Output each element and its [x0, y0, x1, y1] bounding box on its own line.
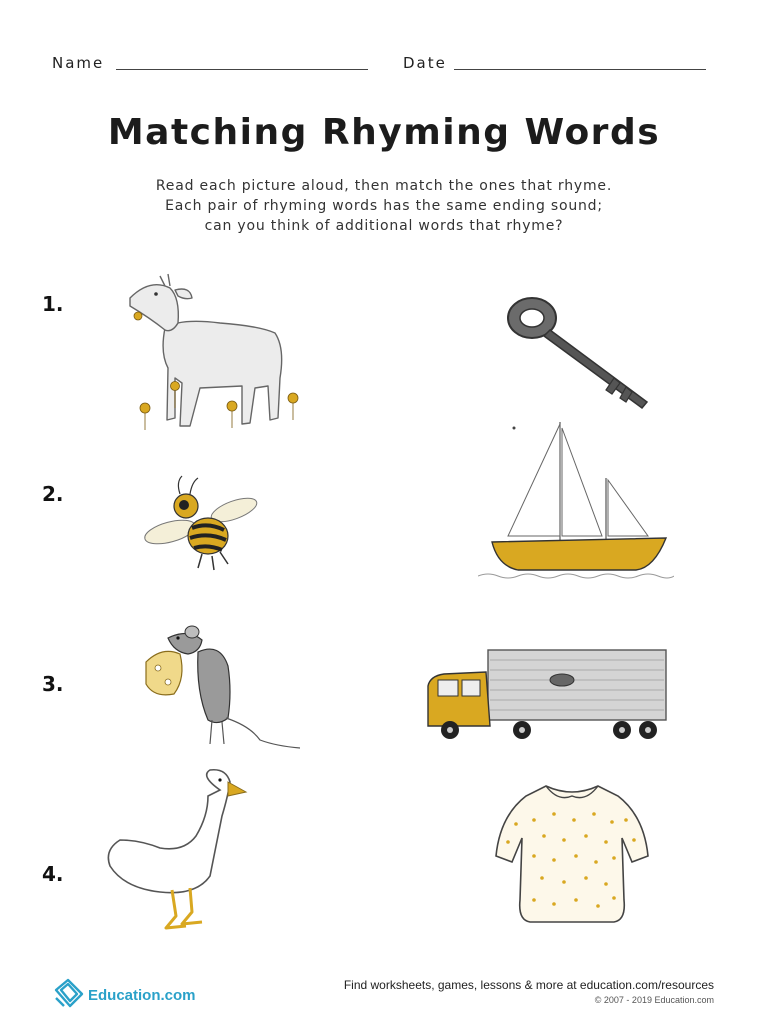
- instruction-line: can you think of additional words that rhyme?: [204, 218, 564, 234]
- goose-picture[interactable]: [100, 766, 250, 940]
- date-line[interactable]: [454, 69, 706, 70]
- item-number-1: 1.: [42, 292, 64, 316]
- instruction-line: Each pair of rhyming words has the same ending sound;: [165, 198, 603, 214]
- name-line[interactable]: [116, 69, 368, 70]
- truck-picture[interactable]: [424, 646, 670, 744]
- education-logo-text: Education.com: [88, 987, 196, 1004]
- boat-picture[interactable]: [478, 418, 674, 584]
- bee-picture[interactable]: [140, 472, 264, 576]
- instruction-line: Read each picture aloud, then match the ones that rhyme.: [155, 178, 613, 194]
- instructions: [100, 176, 668, 236]
- item-number-3: 3.: [42, 672, 64, 696]
- footer-tagline[interactable]: Find worksheets, games, lessons & more at education.com/resources: [343, 978, 714, 992]
- page-title: Matching Rhyming Words: [107, 112, 661, 153]
- dress-picture[interactable]: [494, 780, 650, 926]
- key-picture[interactable]: [502, 290, 658, 414]
- footer: [344, 978, 714, 1005]
- education-logo-icon: [52, 976, 86, 1010]
- footer-copyright: © 2007 - 2019 Education.com: [594, 995, 714, 1005]
- education-logo[interactable]: [52, 976, 232, 1016]
- name-label: Name: [52, 54, 105, 72]
- date-label: Date: [403, 54, 447, 72]
- item-number-2: 2.: [42, 482, 64, 506]
- item-number-4: 4.: [42, 862, 64, 886]
- name-date-row: [52, 50, 712, 78]
- goat-picture[interactable]: [120, 268, 310, 438]
- mouse-picture[interactable]: [140, 622, 306, 756]
